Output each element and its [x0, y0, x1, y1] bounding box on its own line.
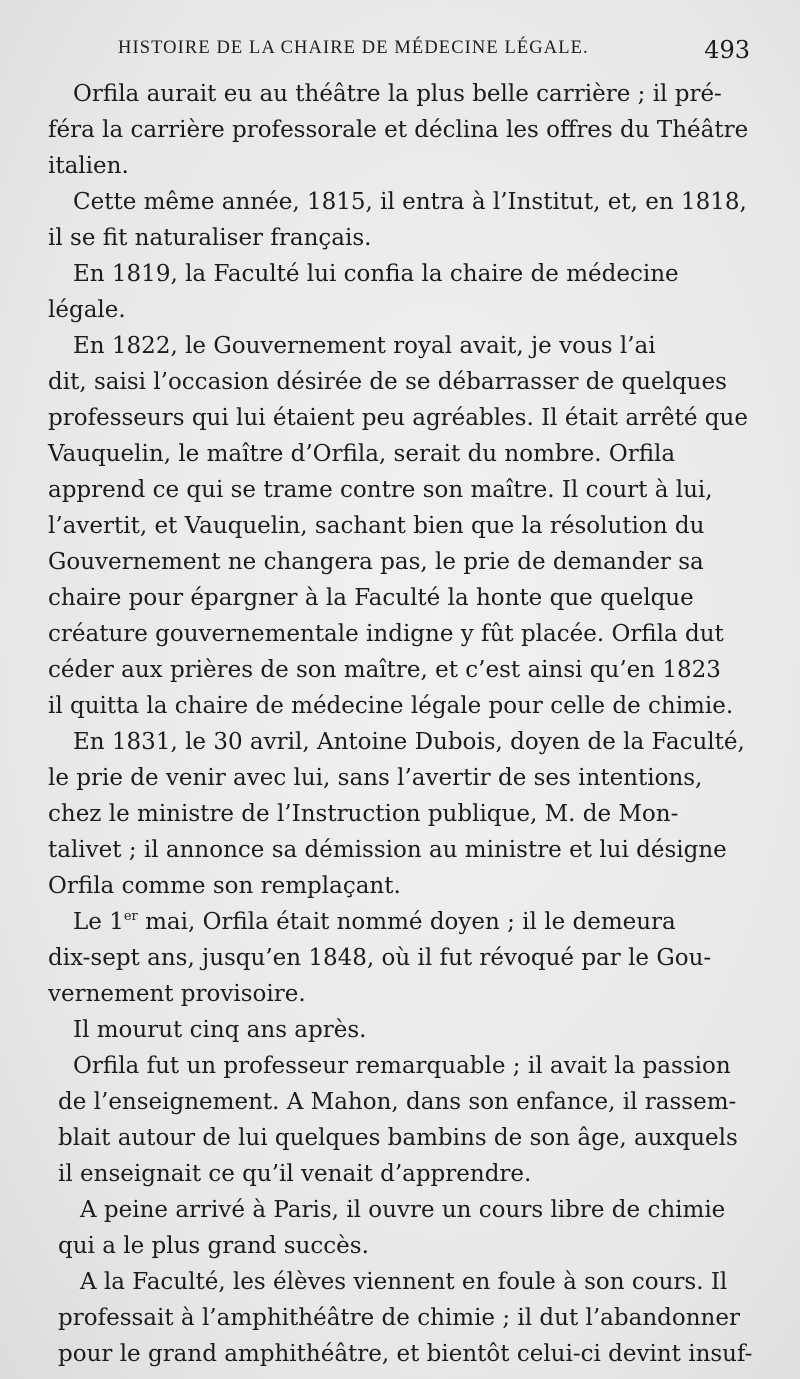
text-line	[48, 904, 750, 940]
text-line: qui a le plus grand succès.	[58, 1233, 369, 1259]
line-rest: mai, Orfila était nommé doyen ; il le demeura	[137, 909, 676, 935]
text-line: En 1822, le Gouvernement royal avait, je vous l’ai	[73, 333, 656, 359]
text-line: Vauquelin, le maître d’Orfila, serait du nombre. Orfila	[48, 441, 676, 467]
text-line: A peine arrivé à Paris, il ouvre un cours libre de chimie	[80, 1197, 726, 1223]
text-line: professeurs qui lui étaient peu agréables. Il était arrêté que	[48, 405, 748, 431]
text-line: céder aux prières de son maître, et c’est ainsi qu’en 1823	[48, 657, 721, 683]
text-line: l’avertit, et Vauquelin, sachant bien que la résolution du	[48, 513, 705, 539]
text-line: vernement provisoire.	[48, 981, 306, 1007]
text-line: Orfila comme son remplaçant.	[48, 873, 401, 899]
line-prefix: Le 1	[73, 909, 124, 935]
text-line: dit, saisi l’occasion désirée de se débarrasser de quelques	[48, 369, 727, 395]
text-line: dix-sept ans, jusqu’en 1848, où il fut révoqué par le Gou-	[48, 945, 712, 971]
text-line: il enseignait ce qu’il venait d’apprendre.	[58, 1161, 532, 1187]
running-header	[118, 36, 750, 68]
text-line: pour le grand amphithéâtre, et bientôt celui-ci devint insuf-	[58, 1341, 753, 1367]
text-line: créature gouvernementale indigne y fût placée. Orfila dut	[48, 621, 724, 647]
text-line: Orfila fut un professeur remarquable ; il avait la passion	[73, 1053, 731, 1079]
ordinal-superscript: er	[123, 909, 138, 924]
text-line: blait autour de lui quelques bambins de son âge, auxquels	[58, 1125, 738, 1151]
body-text	[48, 76, 753, 1372]
text-line: En 1819, la Faculté lui confia la chaire de médecine	[73, 261, 679, 287]
text-line: légale.	[48, 297, 126, 323]
text-line: talivet ; il annonce sa démission au ministre et lui désigne	[48, 837, 727, 863]
text-line: il se fit naturaliser français.	[48, 225, 372, 251]
text-line: chaire pour épargner à la Faculté la honte que quelque	[48, 585, 694, 611]
text-line: apprend ce qui se trame contre son maître. Il court à lui,	[48, 477, 713, 503]
text-line: En 1831, le 30 avril, Antoine Dubois, doyen de la Faculté,	[73, 729, 745, 755]
paragraph-4	[48, 328, 750, 724]
text-line: professait à l’amphithéâtre de chimie ; il dut l’abandonner	[58, 1305, 740, 1331]
text-line: il quitta la chaire de médecine légale pour celle de chimie.	[48, 693, 734, 719]
text-line: de l’enseignement. A Mahon, dans son enfance, il rassem-	[58, 1089, 737, 1115]
paragraph-9	[48, 1192, 750, 1264]
text-line: Il mourut cinq ans après.	[73, 1017, 367, 1043]
text-line: A la Faculté, les élèves viennent en foule à son cours. Il	[80, 1269, 728, 1295]
paragraph-7	[48, 1012, 750, 1048]
text-line: le prie de venir avec lui, sans l’avertir de ses intentions,	[48, 765, 703, 791]
paragraph-6	[48, 904, 750, 1012]
paragraph-10	[48, 1264, 753, 1372]
text-line: féra la carrière professorale et déclina les offres du Théâtre	[48, 117, 749, 143]
paragraph-5	[48, 724, 750, 904]
text-line: italien.	[48, 153, 129, 179]
paragraph-3	[48, 256, 750, 328]
text-line: chez le ministre de l’Instruction publique, M. de Mon-	[48, 801, 679, 827]
paragraph-1	[48, 76, 750, 184]
running-title: HISTOIRE DE LA CHAIRE DE MÉDECINE LÉGALE.	[118, 38, 589, 58]
paragraph-8	[48, 1048, 750, 1192]
paragraph-2	[48, 184, 750, 256]
text-line: Gouvernement ne changera pas, le prie de demander sa	[48, 549, 704, 575]
page-number: 493	[704, 36, 750, 64]
text-line: Cette même année, 1815, il entra à l’Institut, et, en 1818,	[73, 189, 747, 215]
text-line: Orfila aurait eu au théâtre la plus belle carrière ; il pré-	[73, 81, 722, 107]
